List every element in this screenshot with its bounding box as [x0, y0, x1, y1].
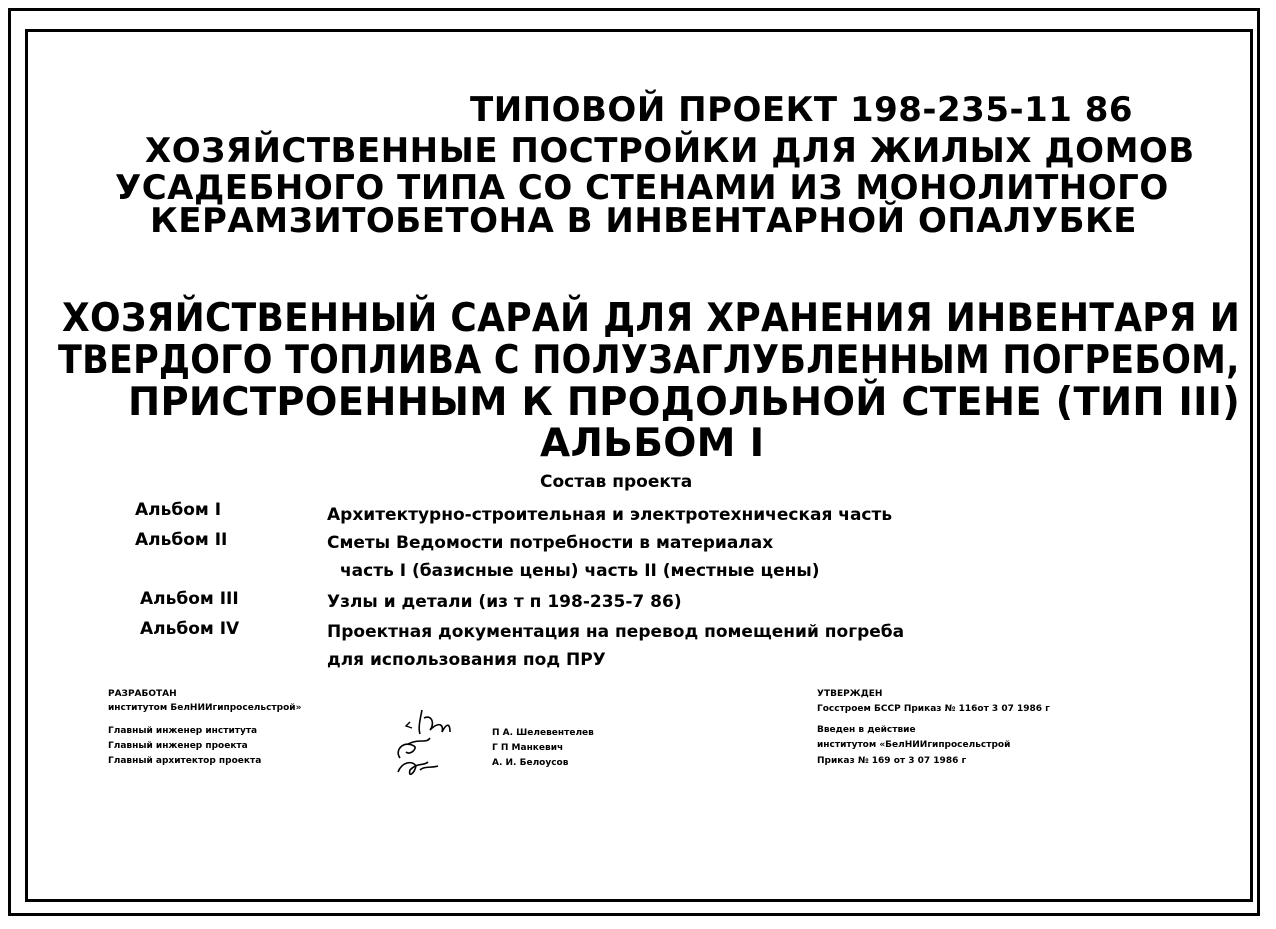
project-number: ТИПОВОЙ ПРОЕКТ 198-235-11 86 [470, 90, 1134, 130]
album-title: АЛЬБОМ I [540, 421, 765, 466]
approved-heading: УТВЕРЖДЕН [817, 689, 883, 699]
header-line-2: ХОЗЯЙСТВЕННЫЕ ПОСТРОЙКИ ДЛЯ ЖИЛЫХ ДОМОВ [145, 131, 1195, 171]
role-chief-architect: Главный архитектор проекта [108, 756, 262, 766]
approved-line-2: Введен в действие [817, 725, 916, 735]
approved-line-3: институтом «БелНИИгипросельстрой [817, 740, 1011, 750]
album-4-desc-2: для использования под ПРУ [327, 650, 606, 670]
developed-org: институтом БелНИИгипросельстрой» [108, 703, 302, 713]
album-1-desc: Архитектурно-строительная и электротехническая часть [327, 505, 893, 525]
title-line-3: ПРИСТРОЕННЫМ К ПРОДОЛЬНОЙ СТЕНЕ (ТИП III) [128, 380, 1241, 425]
title-line-2: ТВЕРДОГО ТОПЛИВА С ПОЛУЗАГЛУБЛЕННЫМ ПОГРЕБОМ, [58, 338, 1240, 383]
album-4-label: Альбом IV [140, 619, 240, 639]
album-2-label: Альбом II [135, 530, 228, 550]
album-2-desc-2: часть I (базисные цены) часть II (местные цены) [340, 561, 820, 581]
header-line-3: УСАДЕБНОГО ТИПА СО СТЕНАМИ ИЗ МОНОЛИТНОГО [115, 168, 1169, 208]
role-chief-engineer-project: Главный инженер проекта [108, 741, 248, 751]
approved-line-4: Приказ № 169 от 3 07 1986 г [817, 756, 967, 766]
role-chief-engineer-institute: Главный инженер института [108, 726, 258, 736]
album-1-label: Альбом I [135, 500, 222, 520]
album-3-desc: Узлы и детали (из т п 198-235-7 86) [327, 592, 682, 612]
title-line-1: ХОЗЯЙСТВЕННЫЙ САРАЙ ДЛЯ ХРАНЕНИЯ ИНВЕНТАРЯ И [62, 296, 1241, 341]
name-3: А. И. Белоусов [492, 758, 569, 768]
approved-line-1: Госстроем БССР Приказ № 116от 3 07 1986 г [817, 704, 1050, 714]
album-3-label: Альбом III [140, 589, 239, 609]
name-2: Г П Манкевич [492, 743, 564, 753]
signatures-image [380, 700, 475, 780]
developed-heading: РАЗРАБОТАН [108, 689, 177, 699]
album-4-desc-1: Проектная документация на перевод помещений погреба [327, 622, 905, 642]
header-line-4: КЕРАМЗИТОБЕТОНА В ИНВЕНТАРНОЙ ОПАЛУБКЕ [150, 201, 1138, 241]
contents-heading: Состав проекта [540, 472, 693, 492]
album-2-desc-1: Сметы Ведомости потребности в материалах [327, 533, 774, 553]
name-1: П А. Шелевентелев [492, 728, 594, 738]
